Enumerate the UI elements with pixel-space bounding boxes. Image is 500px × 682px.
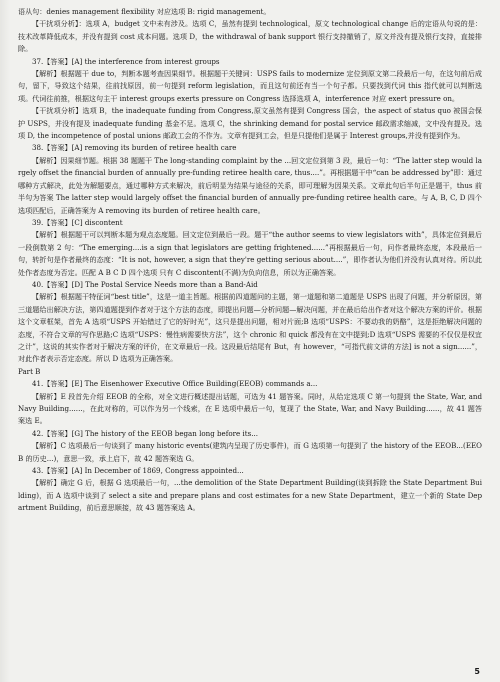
paragraph: 39.【答案】[C] discontent — [32, 217, 123, 227]
paragraph: 42.【答案】[G] The history of the EEOB began long before its... — [32, 428, 259, 438]
paragraph: 【解析】因果细节题。根据 38 题题干 The long-standing complaint by the ...回文定位到第 3 段，最后一句：“The latter step would largely offset the financial burden of annually pre-funding retiree health care, thus....”。再根据题干中“can be addressed by”即：通过哪种方式解决，此处为解题要点，通过哪种方式来解决，前后明显为结果与途径的关系，即可理解为因果关系。文章此句后半句正是题干，thus 前半句为答案 The latter step would largely offset the financial burden of annually pre-funding retiree health care。与 A, B, C, D 四个选项匹配后，正确答案为 A removing its burden of retiree health care。 — [18, 155, 482, 215]
paragraph: 【解析】C 选项最后一句谈到了 many historic events(建筑内呈现了历史事件)，而 G 选项第一句提到了 the history of the EEOB...(EEOB 的历史...)，意思一致，承上启下，故 42 题答案选 G。 — [18, 441, 482, 463]
paragraph: 【解析】根据题干 due to，判断本题考查因果细节。根据题干关键词：USPS fails to modernize 定位到原文第二段最后一句，在这句前后成句，留下，导致这个结果，往前找原因，前一句提到 reform legislation，而且这句前还有当一个句子都。只要找到代词 this 指代就可以判断选项。代词往前推，根据这句主干 interest groups exerts pressure on Congress 选择选项 A，interference 对应 exert pressure on。 — [18, 69, 482, 103]
paragraph: 【解析】根据题干可以判断本题为观点态度题。回文定位到最后一段。题干“the author seems to view legislators with”，具体定位到最后一段倒数第 2 句：“The emerging....is a sign that legislators are getting frightened......”再根据最后一句，问作者最终态度，本段最后一句，转折句是作者最终的态度：“It is not, however, a sign that they're getting serious about....”，即作者认为他们并没有认真对待。所以此处作者态度为否定。匹配 A B C D 四个选项 只有 C discontent(不满)为负向信息，所以为正确答案。 — [18, 230, 482, 277]
paragraph: 【解析】确定 G 后，根据 G 选项最后一句，...the demolition of the State Department Building(谈到拆除 the State Department Building)，而 A 选项中谈到了 select a site and prepare plans and cost estimates for a new State Department，建立一个新的 State Department Building，前后意思顺接，故 43 题答案选 A。 — [18, 478, 482, 513]
paragraph: 【解析】E 段首先介绍 EEOB 的全称，对全文进行概述提出话题，可选为 41 题答案。同时，从给定选项 C 第一句提到 the State, War, and Navy Building......，在此对称的，可以作为另一个线索，在 E 选项中最后一句，复现了 the State, War, and Navy Building......，故 41 题答案选 E。 — [18, 391, 482, 426]
paragraph: 41.【答案】[E] The Eisenhower Executive Office Building(EEOB) commands a... — [32, 379, 318, 389]
part-b-label: Part B — [18, 366, 41, 376]
paragraph: 37.【答案】[A] the interference from interest groups — [32, 56, 220, 66]
answer-section-part-b — [18, 378, 482, 514]
paragraph: 43.【答案】[A] In December of 1869, Congress appointed... — [32, 466, 244, 476]
paragraph: 语从句：denies management flexibility 对应选项 B: rigid management。 — [18, 7, 271, 16]
paragraph: 38.【答案】[A] removing its burden of retiree health care — [32, 143, 237, 153]
answer-section-part-a — [18, 6, 482, 366]
paragraph: 【干扰项分析】选项 B，the inadequate funding from Congress,原文虽然有提到 Congress 国会，the aspect of status quo 被国会保护 USPS，并没有提及 inadequate funding 基金不足。选项 C，the shrinking demand for postal service 邮政需求缩减，文中没有提及。选项 D, the incompetence of postal unions 邮政工会的不作为。文章有提到工会，但是只提他们是属于 Interest groups,并没有提到作为。 — [18, 106, 482, 141]
paragraph: 40.【答案】[D] The Postal Service Needs more than a Band-Aid — [32, 279, 258, 289]
paragraph: 【干扰项分析】：选项 A，budget 文中未有涉及。选项 C，虽然有提到 technological，原文 technological change 后的定语从句说的是：技术改革降低成本，并没有提到 cost 成本问题。选项 D，the withdrawal of bank support 银行支持撤销了，原文并没有提及银行支持，直接排除。 — [18, 19, 482, 54]
page-number: 5 — [474, 667, 480, 676]
paragraph: 【解析】根据题干特征词“best title”，这是一道主旨题。根据前四道题问的主题，第一道题和第二道题是 USPS 出现了问题，并分析原因，第三道题给出解决方法，第四道题提到作者对于这个方法的态度，即提出问题—分析问题—解决问题，并在最后给出作者对这个解决方案的评价。根据这个文章框架，首先 A 选项“USPS 开始错过了它的好时光”，这只是提出问题，相对片面;B 选项“USPS：不要动我的奶酪”，这是拒绝解决问题的态度，不符合文章的写作思路;C 选项“USPS：慢性病需要快方法”，这个 chronic 和 quick 都没有在文中提到;D 选项“USPS 需要的不仅仅是权宜之计”，这说的其实作者对于解决方案的评价，在文章最后一段。这段最后结尾有 But，有 however，“可指代前文讲的方法] is not a sign......”，对此作者表示否定态度。所以 D 选项为正确答案。 — [18, 292, 482, 364]
